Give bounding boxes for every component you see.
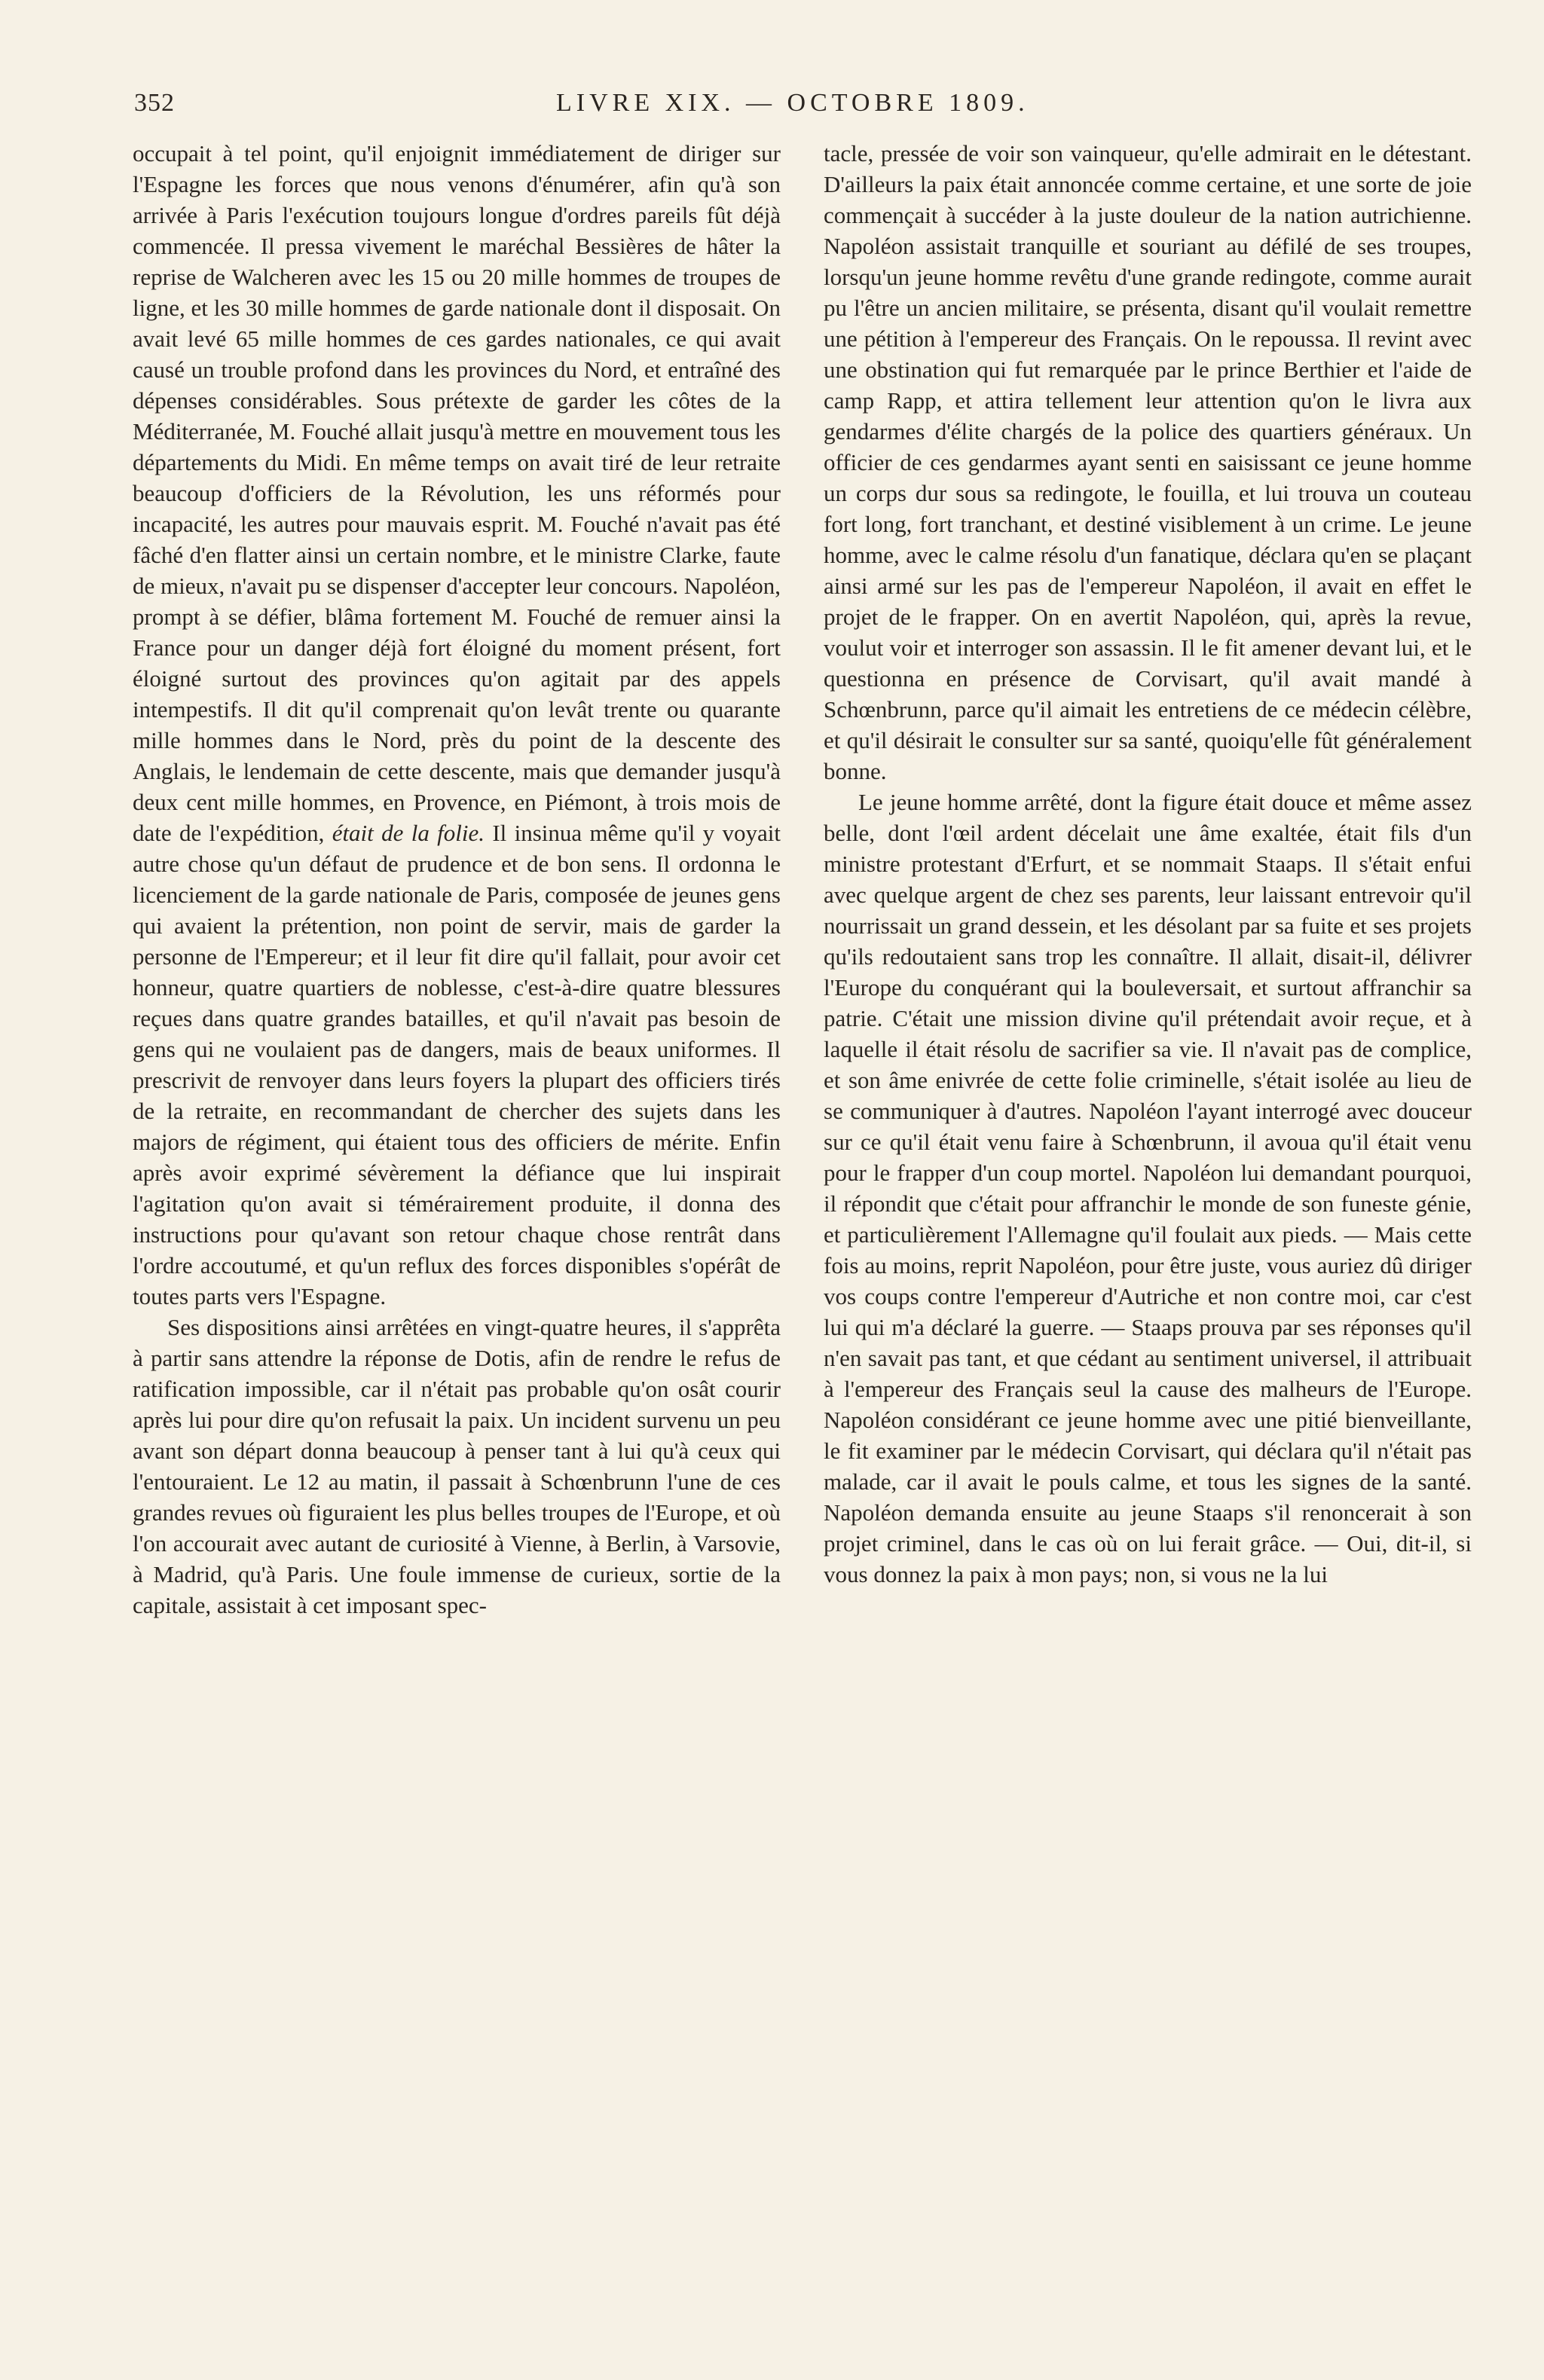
page-header	[134, 89, 1475, 127]
right-column	[824, 138, 1472, 1590]
paragraph-continued: tacle, pressée de voir son vainqueur, qu'elle admirait en le détestant. D'ailleurs la paix était annoncée comme certaine, et une sorte de joie commençait à succéder à la juste douleur de la nation autrichienne. Napoléon assistait tranquille et souriant au défilé de ses troupes, lorsqu'un jeune homme revêtu d'une grande redingote, comme aurait pu l'être un ancien militaire, se présenta, disant qu'il voulait remettre une pétition à l'empereur des Français. On le repoussa. Il revint avec une obstination qui fut remarquée par le prince Berthier et l'aide de camp Rapp, et attira tellement leur attention qu'on le livra aux gendarmes d'élite chargés de la police des quartiers généraux. Un officier de ces gendarmes ayant senti en saisissant ce jeune homme un corps dur sous sa redingote, le fouilla, et lui trouva un couteau fort long, fort tranchant, et destiné visiblement à un crime. Le jeune homme, avec le calme résolu d'un fanatique, déclara qu'en se plaçant ainsi armé sur les pas de l'empereur Napoléon, il avait en effet le projet de le frapper. On en avertit Napoléon, qui, après la revue, voulut voir et interroger son assassin. Il le fit amener devant lui, et le questionna en présence de Corvisart, qu'il avait mandé à Schœnbrunn, parce qu'il aimait les entretiens de ce médecin célèbre, et qu'il désirait le consulter sur sa santé, quoiqu'elle fût généralement bonne.	[824, 140, 1472, 784]
paragraph-text: Il insinua même qu'il y voyait autre chose qu'un défaut de prudence et de bon sens. Il ordonna le licenciement de la garde nationale de Paris, composée de jeunes gens qui avaient la prétention, non point de servir, mais de garder la personne de l'Empereur; et il leur fit dire qu'il fallait, pour avoir cet honneur, quatre quartiers de noblesse, c'est-à-dire quatre blessures reçues dans quatre grandes batailles, et qu'il n'avait pas besoin de gens qui ne voulaient pas de dangers, mais de beaux uniformes. Il prescrivit de renvoyer dans leurs foyers la plupart des officiers tirés de la retraite, en recommandant de chercher des sujets dans les majors de régiment, qui étaient tous des officiers de mérite. Enfin après avoir exprimé sévèrement la défiance que lui inspirait l'agitation qu'on avait si témérairement produite, il donna des instructions pour qu'avant son retour chaque chose rentrât dans l'ordre accoutumé, et qu'un reflux des forces disponibles s'opérât de toutes parts vers l'Espagne.	[133, 820, 781, 1309]
paragraph-continued	[133, 138, 781, 1312]
left-column	[133, 138, 781, 1621]
paragraph: Ses dispositions ainsi arrêtées en vingt-quatre heures, il s'apprêta à partir sans attendre la réponse de Dotis, afin de rendre le refus de ratification impossible, car il n'était pas probable qu'on osât courir après lui pour dire qu'on refusait la paix. Un incident survenu un peu avant son départ donna beaucoup à penser tant à lui qu'à ceux qui l'entouraient. Le 12 au matin, il passait à Schœnbrunn l'une de ces grandes revues où figuraient les plus belles troupes de l'Europe, et où l'on accourait avec autant de curiosité à Vienne, à Berlin, à Varsovie, à Madrid, qu'à Paris. Une foule immense de curieux, sortie de la capitale, assistait à cet imposant spec-	[133, 1314, 781, 1618]
paragraph: Le jeune homme arrêté, dont la figure était douce et même assez belle, dont l'œil ardent décelait une âme exaltée, était fils d'un ministre protestant d'Erfurt, et se nommait Staaps. Il s'était enfui avec quelque argent de chez ses parents, leur laissant entrevoir qu'il nourrissait un grand dessein, et les désolant par sa fuite et ses projets qu'ils redoutaient sans trop les connaître. Il allait, disait-il, délivrer l'Europe du conquérant qui la bouleversait, et surtout affranchir sa patrie. C'était une mission divine qu'il prétendait avoir reçue, et à laquelle il était résolu de sacrifier sa vie. Il n'avait pas de complice, et son âme enivrée de cette folie criminelle, s'était isolée au lieu de se communiquer à d'autres. Napoléon l'ayant interrogé avec douceur sur ce qu'il était venu faire à Schœnbrunn, il avoua qu'il était venu pour le frapper d'un coup mortel. Napoléon lui demandant pourquoi, il répondit que c'était pour affranchir le monde de son funeste génie, et particulièrement l'Allemagne qu'il foulait aux pieds. — Mais cette fois au moins, reprit Napoléon, pour être juste, vous auriez dû diriger vos coups contre l'empereur d'Autriche et non contre moi, car c'est lui qui m'a déclaré la guerre. — Staaps prouva par ses réponses qu'il n'en savait pas tant, et que cédant au sentiment universel, il attribuait à l'empereur des Français seul la cause des malheurs de l'Europe. Napoléon considérant ce jeune homme avec une pitié bienveillante, le fit examiner par le médecin Corvisart, qui déclara qu'il n'était pas malade, car il avait le pouls calme, et tous les signes de la santé. Napoléon demanda ensuite au jeune Staaps s'il renoncerait à son projet criminel, dans le cas où on lui ferait grâce. — Oui, dit-il, si vous donnez la paix à mon pays; non, si vous ne la lui	[824, 789, 1472, 1587]
italic-quote: était de la folie.	[332, 820, 485, 846]
page-number: 352	[134, 89, 175, 117]
running-head: LIVRE XIX. — OCTOBRE 1809.	[556, 89, 1029, 117]
paragraph-text: occupait à tel point, qu'il enjoignit immédiatement de diriger sur l'Espagne les forces que nous venons d'énumérer, afin qu'à son arrivée à Paris l'exécution toujours longue d'ordres pareils fût déjà commencée. Il pressa vivement le maréchal Bessières de hâter la reprise de Walcheren avec les 15 ou 20 mille hommes de troupes de ligne, et les 30 mille hommes de garde nationale dont il disposait. On avait levé 65 mille hommes de ces gardes nationales, ce qui avait causé un trouble profond dans les provinces du Nord, et entraîné des dépenses considérables. Sous prétexte de garder les côtes de la Méditerranée, M. Fouché allait jusqu'à mettre en mouvement tous les départements du Midi. En même temps on avait tiré de leur retraite beaucoup d'officiers de la Révolution, les uns réformés pour incapacité, les autres pour mauvais esprit. M. Fouché n'avait pas été fâché d'en flatter ainsi un certain nombre, et le ministre Clarke, faute de mieux, n'avait pu se dispenser d'accepter leur concours. Napoléon, prompt à se défier, blâma fortement M. Fouché de remuer ainsi la France pour un danger déjà fort éloigné du moment présent, fort éloigné surtout des provinces qu'on agitait par des appels intempestifs. Il dit qu'il comprenait qu'on levât trente ou quarante mille hommes dans le Nord, près du point de la descente des Anglais, le lendemain de cette descente, mais que demander jusqu'à deux cent mille hommes, en Provence, en Piémont, à trois mois de date de l'expédition,	[133, 140, 781, 846]
